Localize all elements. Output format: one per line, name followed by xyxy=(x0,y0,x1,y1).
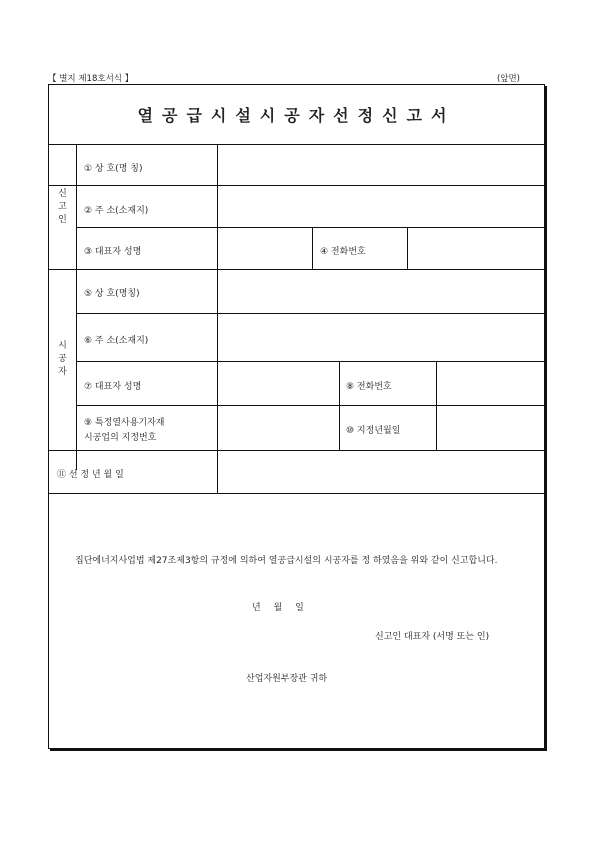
field-label-designation-date: ⑩ 지정년월일 xyxy=(346,426,401,436)
page-side-label: (앞면) xyxy=(496,74,520,84)
field-label-contractor-trade-name: ⑤ 상 호(명칭) xyxy=(84,289,140,299)
trade-name-field[interactable] xyxy=(218,146,544,185)
date-line: 년 월 일 xyxy=(252,603,304,613)
field-label-representative: ③ 대표자 성명 xyxy=(84,247,142,257)
contractor-phone-field[interactable] xyxy=(437,362,544,405)
contractor-address-field[interactable] xyxy=(218,314,544,361)
form-title: 열공급시설시공자선정신고서 xyxy=(49,85,544,145)
contractor-trade-name-field[interactable] xyxy=(218,270,544,313)
form-code-label: 【 별지 제18호서식 】 xyxy=(48,74,134,84)
contractor-representative-field[interactable] xyxy=(218,362,339,405)
field-label-trade-name: ① 상 호(명 칭) xyxy=(84,164,143,174)
designation-date-field[interactable] xyxy=(437,406,544,450)
statement-text: 집단에너지사업법 제27조제3항의 규정에 의하여 열공급시설의 시공자를 정 하였음을 위와 같이 신고합니다. xyxy=(75,556,498,566)
designation-number-field[interactable] xyxy=(218,406,339,450)
addressee-line: 산업자원부장관 귀하 xyxy=(246,674,328,684)
field-label-contractor-representative: ⑦ 대표자 성명 xyxy=(84,382,142,392)
field-label-contractor-address: ⑥ 주 소(소재지) xyxy=(84,336,149,346)
phone-field[interactable] xyxy=(408,228,544,269)
field-label-address: ② 주 소(소재지) xyxy=(84,206,149,216)
address-field[interactable] xyxy=(218,186,544,227)
form-frame xyxy=(48,84,545,749)
selection-date-field[interactable] xyxy=(218,451,544,493)
signature-line: 신고인 대표자 (서명 또는 인) xyxy=(375,632,490,642)
field-label-selection-date: ⑪ 선 정 년 월 일 xyxy=(57,470,124,480)
field-label-designation-number: ⑨ 특정열사용기자재 xyxy=(84,418,165,428)
contractor-group-label: 시 공 자 xyxy=(58,341,67,377)
field-label-contractor-phone: ⑧ 전화번호 xyxy=(346,382,392,392)
field-label-phone: ④ 전화번호 xyxy=(320,247,366,257)
reporter-group-label: 신 고 인 xyxy=(58,188,67,225)
representative-field[interactable] xyxy=(218,228,312,269)
field-label-designation-number-2: 시공업의 지정번호 xyxy=(84,433,157,443)
